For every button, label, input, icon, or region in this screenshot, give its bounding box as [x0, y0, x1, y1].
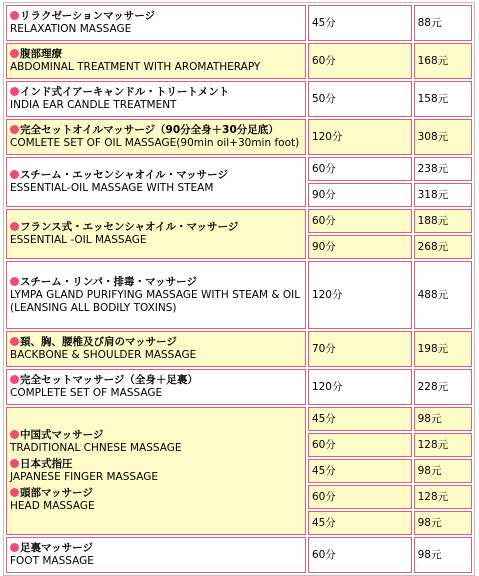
menu-row — [6, 119, 472, 155]
price-cell: 128元 — [414, 485, 472, 509]
service-name-en: ABDOMINAL TREATMENT WITH AROMATHERAPY — [10, 61, 261, 73]
service-name-cell — [6, 209, 306, 259]
service-name-cell — [6, 119, 306, 155]
menu-row — [6, 157, 472, 181]
service-name-jp-text: 完全セットオイルマッサージ（90分全身＋30分足底） — [20, 124, 279, 136]
service-name-cell — [6, 157, 306, 207]
service-name-cell — [6, 43, 306, 79]
bullet-dot-icon — [10, 222, 19, 231]
menu-row — [6, 369, 472, 405]
duration-cell: 45分 — [308, 459, 412, 483]
service-name-jp — [10, 374, 302, 387]
menu-row — [6, 537, 472, 573]
bullet-dot-icon — [10, 277, 19, 286]
price-cell: 308元 — [414, 119, 472, 155]
price-cell: 128元 — [414, 433, 472, 457]
service-name-cell — [6, 331, 306, 367]
price-cell: 98元 — [414, 511, 472, 535]
service-name-jp — [10, 124, 302, 137]
service-name-jp-text: インド式イアーキャンドル・トリートメント — [20, 86, 230, 98]
bullet-dot-icon — [10, 488, 19, 497]
service-name-jp — [10, 86, 302, 99]
service-name-en: LYMPA GLAND PURIFYING MASSAGE WITH STEAM & OIL (LEANSING ALL BODILY TOXINS) — [10, 288, 301, 314]
bullet-dot-icon — [10, 459, 19, 468]
duration-cell: 60分 — [308, 209, 412, 233]
price-cell: 228元 — [414, 369, 472, 405]
service-name-jp — [10, 487, 302, 500]
service-name-en: ESSENTIAL-OIL MASSAGE WITH STEAM — [10, 182, 214, 194]
menu-row — [6, 209, 472, 233]
bullet-dot-icon — [10, 87, 19, 96]
menu-row — [6, 5, 472, 41]
bullet-dot-icon — [10, 375, 19, 384]
duration-cell: 50分 — [308, 81, 412, 117]
service-name-jp-text: スチーム・リンパ・排毒・マッサージ — [20, 275, 197, 288]
bullet-dot-icon — [10, 543, 19, 552]
service-name-en: TRADITIONAL CHNESE MASSAGE — [10, 442, 182, 454]
bullet-dot-icon — [10, 170, 19, 179]
service-name-jp — [10, 10, 302, 23]
service-name-cell — [6, 369, 306, 405]
service-name-jp-text: 完全セットマッサージ（全身＋足裏） — [20, 374, 198, 386]
duration-cell: 120分 — [308, 119, 412, 155]
price-cell: 198元 — [414, 331, 472, 367]
service-name-jp-text: 足裏マッサージ — [20, 542, 93, 554]
service-name-jp-text: 頭部マッサージ — [20, 487, 93, 499]
service-name-jp — [10, 429, 302, 442]
price-cell: 238元 — [414, 157, 472, 181]
duration-cell: 45分 — [308, 5, 412, 41]
price-cell: 168元 — [414, 43, 472, 79]
price-cell: 98元 — [414, 537, 472, 573]
price-cell: 98元 — [414, 459, 472, 483]
price-cell: 88元 — [414, 5, 472, 41]
grouped-service — [10, 487, 302, 513]
duration-cell: 120分 — [308, 369, 412, 405]
service-name-jp-text: 中国式マッサージ — [20, 429, 104, 441]
price-cell: 98元 — [414, 407, 472, 431]
service-name-jp-text: リラクゼーションマッサージ — [20, 10, 156, 22]
service-name-jp — [10, 276, 302, 289]
service-name-cell — [6, 537, 306, 573]
bullet-dot-icon — [10, 49, 19, 58]
bullet-dot-icon — [10, 11, 19, 20]
grouped-service — [10, 458, 302, 484]
service-name-jp-text: スチーム・エッセンシャオイル・マッサージ — [20, 169, 228, 181]
menu-row — [6, 261, 472, 329]
bullet-dot-icon — [10, 337, 19, 346]
grouped-service — [10, 429, 302, 455]
service-name-jp-text: 頚、胸、腰椎及び肩のマッサージ — [20, 336, 177, 348]
price-cell: 268元 — [414, 235, 472, 259]
duration-cell: 60分 — [308, 157, 412, 181]
service-name-jp — [10, 169, 302, 182]
service-name-cell — [6, 5, 306, 41]
duration-cell: 45分 — [308, 407, 412, 431]
duration-cell: 60分 — [308, 433, 412, 457]
service-name-en: FOOT MASSAGE — [10, 555, 94, 567]
grouped-services-cell — [6, 407, 306, 535]
service-name-jp-text: 日本式指圧 — [20, 458, 73, 470]
service-name-jp — [10, 542, 302, 555]
price-table-body — [6, 5, 472, 573]
service-name-cell — [6, 81, 306, 117]
service-name-jp-text: 腹部理療 — [20, 48, 62, 60]
service-name-jp — [10, 336, 302, 349]
duration-cell: 120分 — [308, 261, 412, 329]
bullet-dot-icon — [10, 430, 19, 439]
duration-cell: 90分 — [308, 235, 412, 259]
service-name-jp — [10, 48, 302, 61]
menu-row — [6, 81, 472, 117]
price-cell: 488元 — [414, 261, 472, 329]
service-name-en: COMPLETE SET OF MASSAGE — [10, 387, 163, 399]
service-name-cell — [6, 261, 306, 329]
duration-cell: 90分 — [308, 183, 412, 207]
price-cell: 188元 — [414, 209, 472, 233]
service-name-jp-text: フランス式・エッセンシャオイル・マッサージ — [20, 221, 239, 233]
service-name-en: HEAD MASSAGE — [10, 500, 95, 512]
menu-row — [6, 407, 472, 431]
service-name-jp — [10, 458, 302, 471]
menu-row — [6, 43, 472, 79]
service-name-jp — [10, 221, 302, 234]
menu-row — [6, 331, 472, 367]
service-name-en: BACKBONE & SHOULDER MASSAGE — [10, 349, 197, 361]
duration-cell: 60分 — [308, 43, 412, 79]
service-name-en: RELAXATION MASSAGE — [10, 23, 132, 35]
service-name-en: ESSENTIAL -OIL MASSAGE — [10, 234, 147, 246]
service-name-en: COMLETE SET OF OIL MASSAGE(90min oil+30min foot) — [10, 137, 300, 149]
duration-cell: 60分 — [308, 485, 412, 509]
duration-cell: 60分 — [308, 537, 412, 573]
service-name-en: JAPANESE FINGER MASSAGE — [10, 471, 158, 483]
bullet-dot-icon — [10, 125, 19, 134]
duration-cell: 45分 — [308, 511, 412, 535]
massage-price-table — [3, 2, 475, 576]
price-cell: 158元 — [414, 81, 472, 117]
price-cell: 318元 — [414, 183, 472, 207]
service-name-en: INDIA EAR CANDLE TREATMENT — [10, 99, 177, 111]
duration-cell: 70分 — [308, 331, 412, 367]
